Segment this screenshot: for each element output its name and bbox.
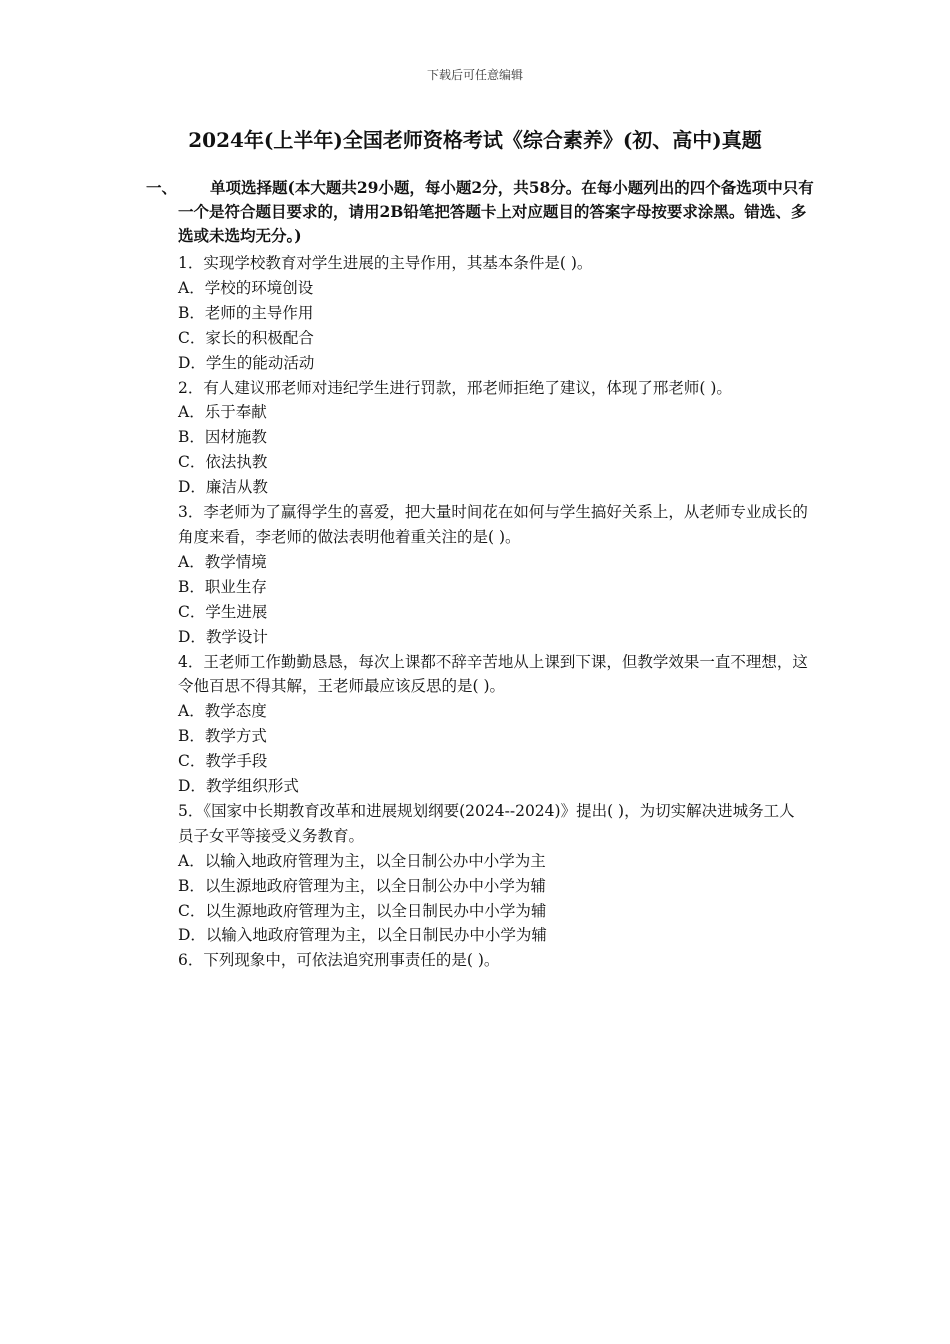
question-1: 1．实现学校教育对学生进展的主导作用，其基本条件是( )。: [178, 254, 593, 272]
document-title: 2024年(上半年)全国老师资格考试《综合素养》(初、高中)真题: [188, 128, 762, 152]
option-5a: A．以输入地政府管理为主，以全日制公办中小学为主: [178, 851, 546, 870]
option-4b: B．教学方式: [178, 727, 267, 746]
option-3d: D．教学设计: [178, 627, 268, 646]
option-2b: B．因材施教: [178, 428, 267, 447]
question-list: [178, 251, 810, 973]
option-5d: D．以输入地政府管理为主，以全日制民办中小学为辅: [178, 926, 547, 945]
option-5c: C．以生源地政府管理为主，以全日制民办中小学为辅: [178, 901, 547, 920]
option-1d: D．学生的能动活动: [178, 353, 315, 372]
header-note: 下载后可任意编辑: [426, 68, 523, 82]
option-2a: A．乐于奉献: [178, 403, 267, 422]
option-3a: A．教学情境: [178, 552, 267, 571]
option-1b: B．老师的主导作用: [178, 303, 314, 322]
question-3: 3．李老师为了赢得学生的喜爱，把大量时间花在如何与学生搞好关系上，从老师专业成长的角度来看，李老师的做法表明他着重关注的是( )。: [178, 503, 808, 546]
option-1a: A．学校的环境创设: [178, 278, 314, 297]
option-4a: A．教学态度: [178, 702, 267, 721]
option-4c: C．教学手段: [178, 752, 268, 771]
question-2: 2．有人建议邢老师对违纪学生进行罚款，邢老师拒绝了建议，体现了邢老师( )。: [178, 378, 732, 397]
question-5: 5．《国家中长期教育改革和进展规划纲要(2024--2024)》提出( )，为切实解决进城务工人员子女平等接受义务教育。: [178, 801, 795, 845]
option-2d: D．廉洁从教: [178, 478, 268, 497]
option-4d: D．教学组织形式: [178, 777, 299, 796]
question-4: 4．王老师工作勤勤恳恳，每次上课都不辞辛苦地从上课到下课，但教学效果一直不理想，这令他百思不得其解，王老师最应该反思的是( )。: [178, 652, 808, 696]
section-instructions: 单项选择题(本大题共29小题，每小题2分，共58分。在每小题列出的四个备选项中只有一个是符合题目要求的，请用2B铅笔把答题卡上对应题目的答案字母按要求涂黑。错选、多选或未选均无分。): [178, 178, 814, 245]
section-number: 一、: [146, 178, 178, 197]
option-1c: C．家长的积极配合: [178, 328, 314, 347]
section-one: [146, 176, 816, 248]
option-2c: C．依法执教: [178, 453, 268, 472]
option-5b: B．以生源地政府管理为主，以全日制公办中小学为辅: [178, 876, 546, 895]
option-3c: C．学生进展: [178, 602, 268, 621]
option-3b: B．职业生存: [178, 577, 267, 596]
question-6: 6．下列现象中，可依法追究刑事责任的是( )。: [178, 951, 500, 970]
